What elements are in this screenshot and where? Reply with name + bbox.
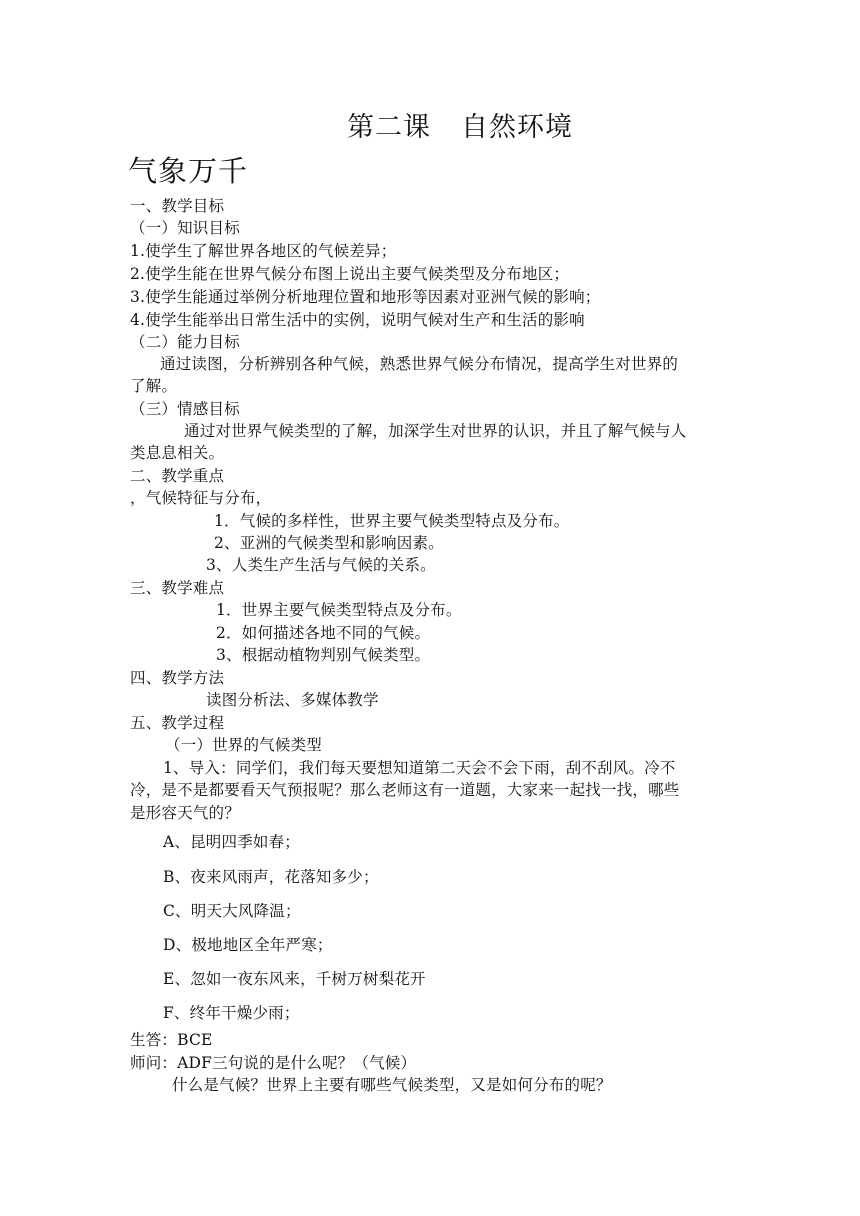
student-answer: 生答：BCE	[130, 1031, 213, 1049]
lesson-title-number: 第二课	[347, 112, 431, 143]
key-point-1: 1．气候的多样性，世界主要气候类型特点及分布。	[214, 512, 570, 530]
heading-teaching-goals: 一、教学目标	[130, 197, 225, 215]
subheading-world-climate-types: （一）世界的气候类型	[165, 736, 323, 754]
option-d: D、极地地区全年严寒；	[163, 936, 333, 954]
knowledge-goal-2: 2.使学生能在世界气候分布图上说出主要气候类型及分布地区；	[130, 265, 570, 283]
knowledge-goal-3: 3.使学生能通过举例分析地理位置和地形等因素对亚洲气候的影响；	[130, 288, 601, 306]
option-a: A、昆明四季如春；	[163, 833, 300, 851]
knowledge-goal-1: 1.使学生了解世界各地区的气候差异；	[130, 242, 397, 260]
difficult-point-3: 3、根据动植物判别气候类型。	[216, 646, 431, 664]
heading-difficult-points: 三、教学难点	[130, 579, 225, 597]
subheading-emotion-goals: （三）情感目标	[130, 400, 240, 418]
ability-goal-text-line2: 了解。	[130, 377, 178, 395]
knowledge-goal-4: 4.使学生能举出日常生活中的实例，说明气候对生产和生活的影响	[130, 311, 585, 329]
emotion-goal-text-line2: 类息息相关。	[130, 444, 225, 462]
option-e: E、忽如一夜东风来，千树万树梨花开	[163, 970, 426, 988]
heading-teaching-methods: 四、教学方法	[130, 669, 225, 687]
emotion-goal-text-line1: 通过对世界气候类型的了解，加深学生对世界的认识，并且了解气候与人	[184, 422, 687, 440]
key-point-3: 3、人类生产生活与气候的关系。	[206, 556, 436, 574]
difficult-point-1: 1．世界主要气候类型特点及分布。	[216, 601, 462, 619]
ability-goal-text-line1: 通过读图，分析辨别各种气候，熟悉世界气候分布情况，提高学生对世界的	[160, 355, 679, 373]
difficult-point-2: 2．如何描述各地不同的气候。	[216, 624, 431, 642]
subheading-ability-goals: （二）能力目标	[130, 333, 240, 351]
heading-key-points: 二、教学重点	[130, 467, 225, 485]
lesson-title	[0, 108, 860, 148]
intro-paragraph-line2: 冷，是不是都要看天气预报呢？那么老师这有一道题，大家来一起找一找，哪些	[130, 781, 680, 799]
key-point-intro: ，气候特征与分布，	[130, 489, 272, 507]
heading-teaching-process: 五、教学过程	[130, 714, 225, 732]
subheading-knowledge-goals: （一）知识目标	[130, 219, 240, 237]
section-heading: 气象万千	[128, 154, 249, 188]
teaching-methods-text: 读图分析法、多媒体教学	[206, 691, 379, 709]
option-f: F、终年干燥少雨；	[163, 1004, 300, 1022]
option-b: B、夜来风雨声，花落知多少；	[163, 868, 379, 886]
lesson-title-topic: 自然环境	[461, 112, 573, 143]
intro-paragraph-line1: 1、导入：同学们，我们每天要想知道第二天会不会下雨，刮不刮风。冷不	[163, 759, 676, 777]
closing-question: 什么是气候？世界上主要有哪些气候类型，又是如何分布的呢？	[172, 1076, 612, 1094]
option-c: C、明天大风降温；	[163, 902, 301, 920]
intro-paragraph-line3: 是形容天气的？	[130, 804, 240, 822]
key-point-2: 2、亚洲的气候类型和影响因素。	[214, 534, 444, 552]
teacher-question: 师问：ADF三句说的是什么呢？（气候）	[130, 1054, 417, 1072]
